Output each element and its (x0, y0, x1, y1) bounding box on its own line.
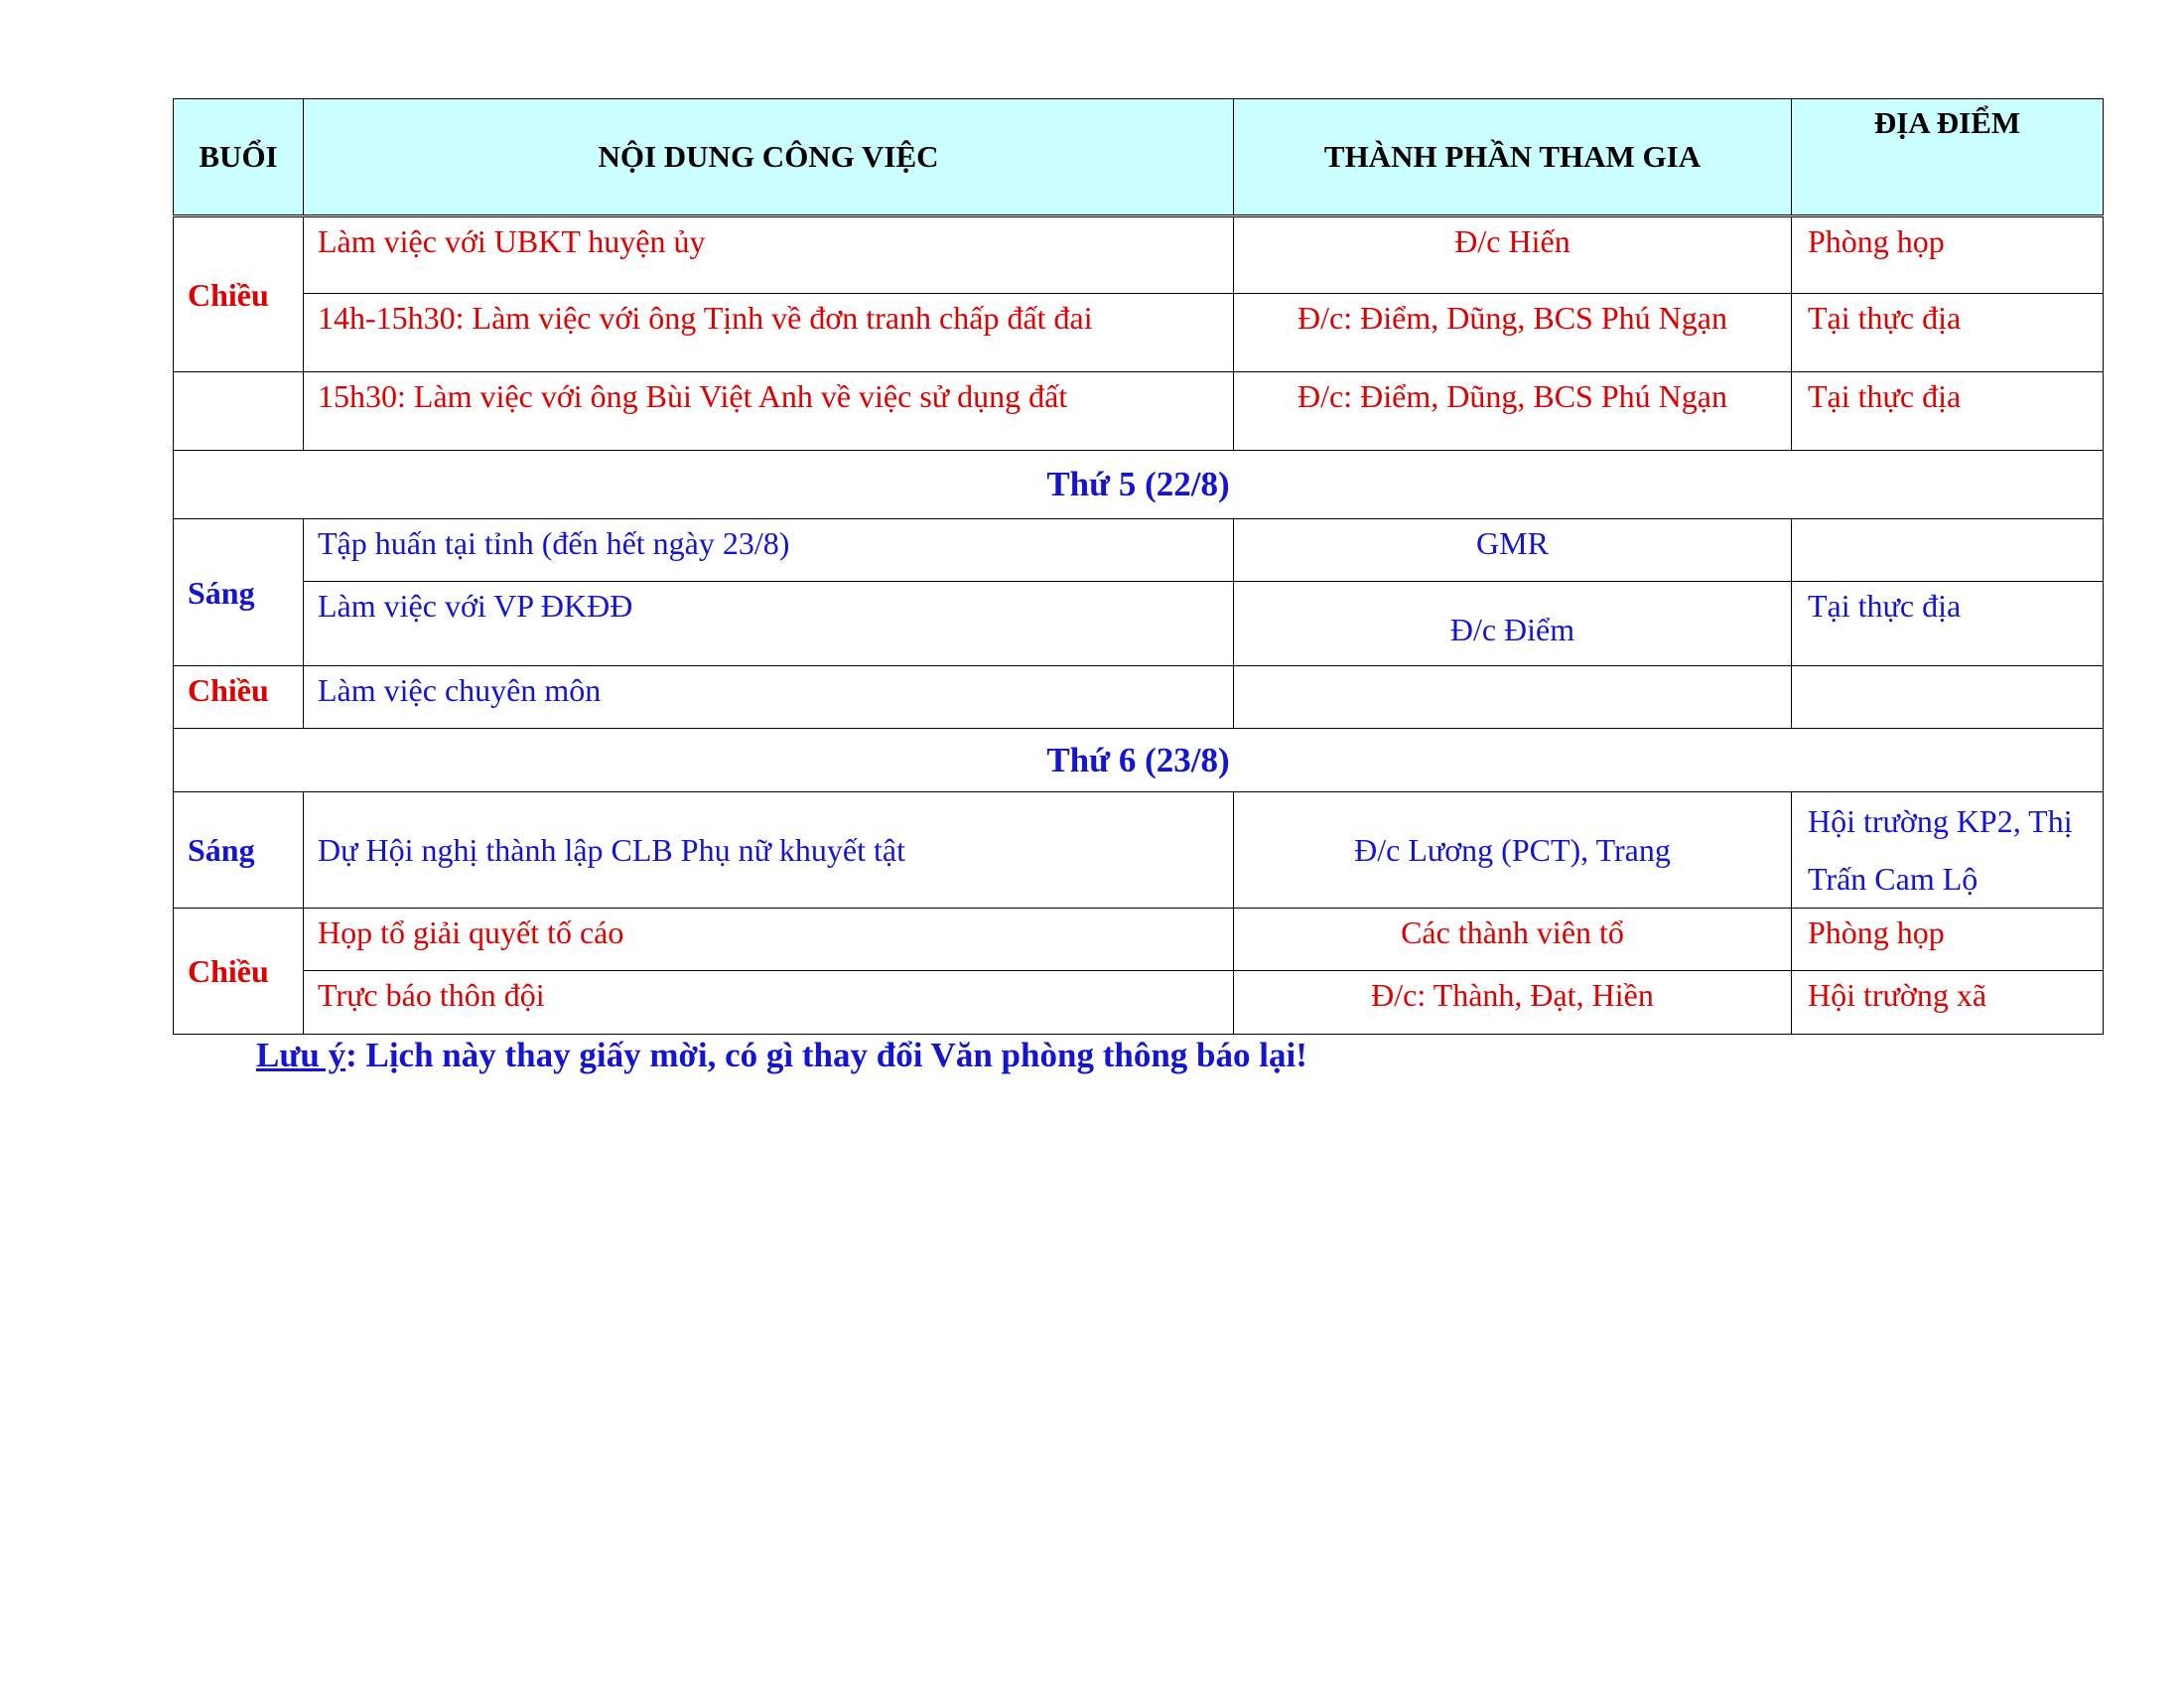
task-location: Phòng họp (1792, 216, 2104, 294)
schedule-table (173, 98, 2104, 1035)
table-row (174, 909, 2104, 971)
task-location: Tại thực địa (1792, 294, 2104, 372)
footer-note (256, 1036, 1307, 1075)
table-row (174, 666, 2104, 729)
table-row (174, 294, 2104, 372)
note-label: Lưu ý (256, 1036, 346, 1074)
table-row (174, 519, 2104, 582)
task-location: Tại thực địa (1792, 582, 2104, 666)
header-session: BUỔI (174, 99, 304, 216)
task-content: Làm việc chuyên môn (304, 666, 1234, 729)
header-content: NỘI DUNG CÔNG VIỆC (304, 99, 1234, 216)
task-participants: Đ/c: Thành, Đạt, Hiền (1234, 971, 1792, 1035)
task-participants: Các thành viên tổ (1234, 909, 1792, 971)
session-label: Chiều (174, 909, 304, 1035)
task-content: Tập huấn tại tỉnh (đến hết ngày 23/8) (304, 519, 1234, 582)
task-content: Họp tổ giải quyết tố cáo (304, 909, 1234, 971)
task-participants: Đ/c Lương (PCT), Trang (1234, 792, 1792, 909)
session-label: Chiều (174, 666, 304, 729)
table-row (174, 792, 2104, 909)
day-title: Thứ 5 (22/8) (174, 451, 2104, 519)
header-row (174, 99, 2104, 216)
task-location: Hội trường xã (1792, 971, 2104, 1035)
task-location: Phòng họp (1792, 909, 2104, 971)
task-content: 14h-15h30: Làm việc với ông Tịnh về đơn tranh chấp đất đai (304, 294, 1234, 372)
task-location: Tại thực địa (1792, 372, 2104, 451)
task-content: Trực báo thôn đội (304, 971, 1234, 1035)
header-location: ĐỊA ĐIỂM (1792, 99, 2104, 216)
session-label: Sáng (174, 519, 304, 666)
task-participants (1234, 666, 1792, 729)
task-participants: Đ/c: Điểm, Dũng, BCS Phú Ngạn (1234, 372, 1792, 451)
task-content: Dự Hội nghị thành lập CLB Phụ nữ khuyết tật (304, 792, 1234, 909)
task-participants: Đ/c Điểm (1234, 582, 1792, 666)
day-header-row (174, 729, 2104, 792)
day-title: Thứ 6 (23/8) (174, 729, 2104, 792)
note-text: : Lịch này thay giấy mời, có gì thay đổi Văn phòng thông báo lại! (345, 1036, 1307, 1074)
table-row (174, 372, 2104, 451)
task-content: Làm việc với UBKT huyện ủy (304, 216, 1234, 294)
session-label: Sáng (174, 792, 304, 909)
task-content: Làm việc với VP ĐKĐĐ (304, 582, 1234, 666)
task-content: 15h30: Làm việc với ông Bùi Việt Anh về việc sử dụng đất (304, 372, 1234, 451)
task-participants: GMR (1234, 519, 1792, 582)
task-participants: Đ/c: Điểm, Dũng, BCS Phú Ngạn (1234, 294, 1792, 372)
day-header-row (174, 451, 2104, 519)
task-location (1792, 666, 2104, 729)
task-participants: Đ/c Hiến (1234, 216, 1792, 294)
table-row (174, 971, 2104, 1035)
table-row (174, 216, 2104, 294)
session-empty (174, 372, 304, 451)
table-row (174, 582, 2104, 666)
session-label: Chiều (174, 216, 304, 372)
header-participants: THÀNH PHẦN THAM GIA (1234, 99, 1792, 216)
task-location: Hội trường KP2, Thị Trấn Cam Lộ (1792, 792, 2104, 909)
task-location (1792, 519, 2104, 582)
